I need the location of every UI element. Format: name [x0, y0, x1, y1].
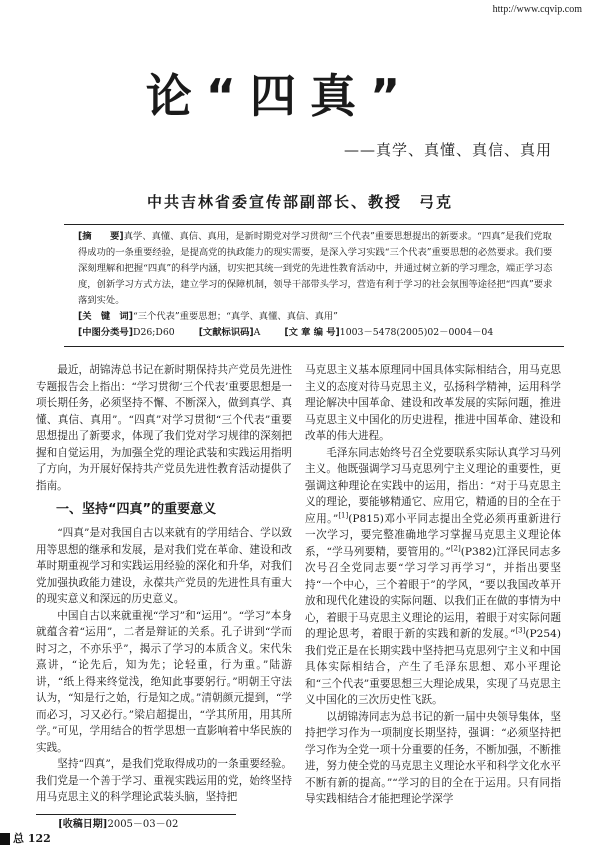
- doc-code: [199, 325, 261, 341]
- doc-code-label: [文献标识码]: [198, 327, 254, 338]
- doc-code-value: A: [253, 327, 261, 338]
- citation: [2]: [450, 543, 461, 552]
- source-url: http://www.cqvip.com: [492, 4, 582, 15]
- article-subtitle: ——真学、真懂、真信、真用: [343, 141, 552, 159]
- abstract-text: 真学、真懂、真信、真用，是新时期党对学习贯彻“三个代表”重要思想提出的新要求。“四真”是我们党取得成功的一条重要经验，是提高党的执政能力的现实需要，是深入学习实践“三个代表”重要思想的必然要求。我们要深刻理解和把握“四真”的科学内涵，切实把其统一到党的先进性教育活动中，并通过树立新的学习理念，端正学习态度，创新学习方式方法，建立学习的保障机制，领导干部带头学习，营造有利于学习的社会氛围等途径把“四真”要求落到实处。: [78, 231, 553, 306]
- paragraph: “四真”是对我国自古以来就有的学用结合、学以致用等思想的继承和发展，是对我们党在革命、建设和改革时期重视学习和实践运用经验的深化和升华，对我们党加强执政能力建设，永葆共产党员的先进性具有重大的现实意义和深远的历史意义。: [36, 527, 292, 605]
- keywords-text: “三个代表”重要思想；“真学、真懂、真信、真用”: [132, 311, 338, 322]
- text: 毛泽东同志始终号召全党要联系实际认真学习马列主义。他既强调学习马克思列宁主义理论的重要性，更强调这种理论在实践中的运用，指出：“对于马克思主义的理论，要能够精通它、应用它，精通的目的全在于应用。”: [305, 446, 561, 525]
- citation: [3]: [515, 626, 526, 635]
- left-column: [36, 362, 292, 832]
- text: (P815)邓小平同志提出全党必须再重新进行一次学习，要完整准确地学习掌握马克思主义理论体系，“学马列要精，要管用的。”: [305, 512, 561, 558]
- article-no-label: [文 章 编 号]: [284, 327, 340, 338]
- keywords-label: [关 键 词]: [78, 311, 133, 322]
- article-title: 论“四真”: [145, 69, 415, 123]
- journal-mark: 总: [13, 832, 24, 845]
- received-label: [收稿日期]: [58, 818, 108, 830]
- section-heading: 一、坚持“四真”的重要意义: [56, 502, 217, 517]
- clc-value: D26;D60: [132, 327, 175, 338]
- right-column: [305, 362, 561, 808]
- paragraph: 坚持“四真”，是我们党取得成功的一条重要经验。我们党是一个善于学习、重视实践运用的党，始终坚持用马克思主义的科学理论武装头脑，坚持把: [36, 758, 292, 803]
- paragraph: 马克思主义基本原理同中国具体实际相结合，用马克思主义的态度对待马克思主义，弘扬科学精神，运用科学理论解决中国革命、建设和改革发展的实际问题，推进马克思主义中国化的历史进程，推进中国革命、建设和改革的伟大进程。: [305, 364, 561, 442]
- article-no: [284, 325, 493, 341]
- page-number-value: 122: [27, 832, 51, 845]
- article-meta: [78, 325, 556, 341]
- paragraph: 中国自古以来就重视“学习”和“运用”。“学习”本身就蕴含着“运用”，二者是辩证的关系。孔子讲到“学而时习之，不亦乐乎”，揭示了学习的本质含义。宋代朱熹讲，“论先后，知为先；论轻重，行为重。”陆游讲，“纸上得来终觉浅，绝知此事要躬行。”明朝王守法认为，“知是行之始，行是知之成。”清朝颜元提到，“学而必习，习又必行。”梁启超提出，“学其所用，用其所学。”可见，学用结合的哲学思想一直影响着中华民族的实践。: [36, 609, 292, 754]
- abstract-label: [摘 要]: [78, 231, 124, 242]
- text: (P382)江泽民同志多次号召全党同志要“学习学习再学习”，并指出要坚持“一个中心，三个着眼于”的学风，“要以我国改革开放和现代化建设的实际问题、以我们正在做的事情为中心，着眼于马克思主义理论的运用，着眼于对实际问题的理论思考，着眼于新的实践和新的发展。”: [305, 545, 562, 640]
- keywords: [78, 309, 556, 325]
- received-value: 2005－03－02: [107, 818, 179, 830]
- page-number: [0, 832, 51, 846]
- text: (P254)我们党正是在长期实践中坚持把马克思列宁主义和中国具体实际相结合，产生了毛泽东思想、邓小平理论和“三个代表”重要思想三大理论成果，实现了马克思主义中国化的三次历史性飞跃。: [305, 628, 561, 706]
- paragraph: [305, 445, 561, 709]
- received-date: [58, 818, 292, 832]
- clc: [78, 325, 175, 341]
- page-marker-icon: [0, 833, 10, 845]
- abstract-box: [64, 224, 564, 347]
- paragraph: 以胡锦涛同志为总书记的新一届中央领导集体，坚持把学习作为一项制度长期坚持，强调：“必须坚持把学习作为全党一项十分重要的任务，不断加强，不断推进，努力使全党的马克思主义理论水平和科学文化水平不断有新的提高。”“学习的目的全在于运用。只有同指导实践相结合才能把理论学深学: [305, 710, 561, 805]
- paragraph: 最近，胡锦涛总书记在新时期保持共产党员先进性专题报告会上指出：“学习贯彻‘三个代表’重要思想是一项长期任务，必须坚持不懈、不断深入，做到真学、真懂、真信、真用”。“四真”对学习贯彻“三个代表”重要思想提出了新要求，体现了我们党对学习规律的深刻把握和自觉运用，为加强全党的理论武装和实践运用指明了方向，为开展好保持共产党员先进性教育活动提供了指南。: [36, 364, 292, 492]
- citation: [1]: [338, 510, 349, 519]
- article-no-value: 1003－5478(2005)02－0004－04: [339, 327, 494, 338]
- clc-label: [中图分类号]: [78, 327, 133, 338]
- author-line: 中共吉林省委宣传部副部长、教授 弓克: [146, 193, 453, 211]
- footnote-divider: [36, 814, 236, 815]
- abstract: [78, 229, 556, 309]
